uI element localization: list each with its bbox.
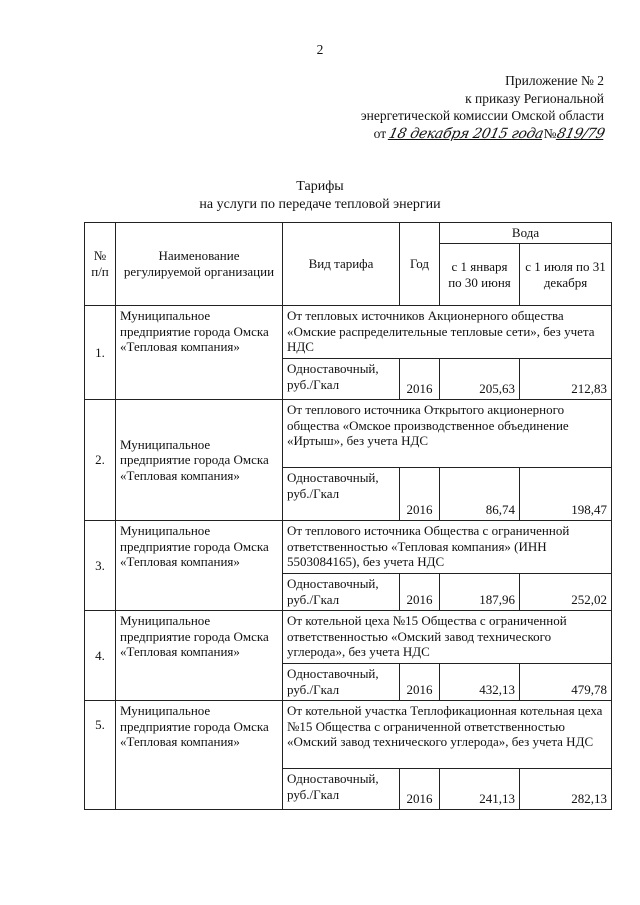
tariff-value-h2: 479,78 — [520, 664, 612, 701]
tariff-kind: Одноставочный, руб./Гкал — [283, 664, 400, 701]
tariff-value-h1: 205,63 — [440, 359, 520, 400]
tariffs-table — [84, 222, 612, 810]
tariff-kind: Одноставочный, руб./Гкал — [283, 769, 400, 810]
heat-source: От теплового источника Открытого акционерного общества «Омское производственное объединение «Иртыш», без учета НДС — [283, 400, 612, 468]
org-name: Муниципальное предприятие города Омска «Тепловая компания» — [116, 701, 283, 810]
title-line-1: Тарифы — [296, 179, 344, 194]
tariff-kind: Одноставочный, руб./Гкал — [283, 359, 400, 400]
tariff-value-h2: 252,02 — [520, 574, 612, 611]
table-row — [85, 521, 612, 574]
tariff-value-h1: 241,13 — [440, 769, 520, 810]
annex-line-1: Приложение № 2 — [505, 73, 604, 88]
tariff-value-h2: 198,47 — [520, 468, 612, 521]
header-kind: Вид тарифа — [283, 223, 400, 306]
annex-line-2: к приказу Региональной — [465, 90, 604, 106]
page-number: 2 — [316, 42, 324, 57]
row-number: 1. — [85, 306, 116, 400]
annex-header — [361, 72, 604, 143]
header-period-2: с 1 июля по 31 декабря — [520, 244, 612, 306]
tariff-value-h2: 282,13 — [520, 769, 612, 810]
tariff-value-h1: 432,13 — [440, 664, 520, 701]
header-water: Вода — [440, 223, 612, 244]
table-row — [85, 611, 612, 664]
tariff-kind: Одноставочный, руб./Гкал — [283, 574, 400, 611]
org-name: Муниципальное предприятие города Омска «Тепловая компания» — [116, 400, 283, 521]
heat-source: От теплового источника Общества с ограниченной ответственностью «Тепловая компания» (ИНН 5503084165), без учета НДС — [283, 521, 612, 574]
heat-source: От котельной цеха №15 Общества с ограниченной ответственностью «Омский завод технического углерода», без учета НДС — [283, 611, 612, 664]
org-name: Муниципальное предприятие города Омска «Тепловая компания» — [116, 306, 283, 400]
tariff-value-h2: 212,83 — [520, 359, 612, 400]
table-row — [85, 701, 612, 769]
heat-source: От котельной участка Теплофикационная котельная цеха №15 Общества с ограниченной ответственностью «Омский завод технического углерода», без учета НДС — [283, 701, 612, 769]
tariff-year: 2016 — [400, 359, 440, 400]
row-number: 3. — [85, 521, 116, 611]
header-org: Наименование регулируемой организации — [116, 223, 283, 306]
org-name: Муниципальное предприятие города Омска «Тепловая компания» — [116, 521, 283, 611]
row-number: 2. — [85, 400, 116, 521]
heat-source: От тепловых источников Акционерного общества «Омские распределительные тепловые сети», без учета НДС — [283, 306, 612, 359]
row-number: 5. — [85, 701, 116, 810]
title-line-2: на услуги по передаче тепловой энергии — [199, 197, 441, 213]
annex-line-3: энергетической комиссии Омской области — [360, 108, 604, 124]
tariff-year: 2016 — [400, 468, 440, 521]
tariff-year: 2016 — [400, 769, 440, 810]
header-period-1: с 1 января по 30 июня — [440, 244, 520, 306]
table-row — [85, 400, 612, 468]
tariff-kind: Одноставочный, руб./Гкал — [283, 468, 400, 521]
document-title — [0, 178, 640, 214]
number-label: № — [543, 125, 557, 141]
header-year: Год — [400, 223, 440, 306]
tariff-year: 2016 — [400, 664, 440, 701]
header-row-1 — [85, 223, 612, 244]
row-number: 4. — [85, 611, 116, 701]
from-label: от — [373, 125, 387, 141]
annex-date-line — [361, 125, 604, 143]
org-name: Муниципальное предприятие города Омска «Тепловая компания» — [116, 611, 283, 701]
tariff-value-h1: 187,96 — [440, 574, 520, 611]
tariff-value-h1: 86,74 — [440, 468, 520, 521]
handwritten-number: 819/79 — [554, 125, 606, 142]
handwritten-date: 18 декабря 2015 года — [387, 125, 546, 142]
header-num: № п/п — [85, 223, 116, 306]
tariff-year: 2016 — [400, 574, 440, 611]
table-row — [85, 306, 612, 359]
